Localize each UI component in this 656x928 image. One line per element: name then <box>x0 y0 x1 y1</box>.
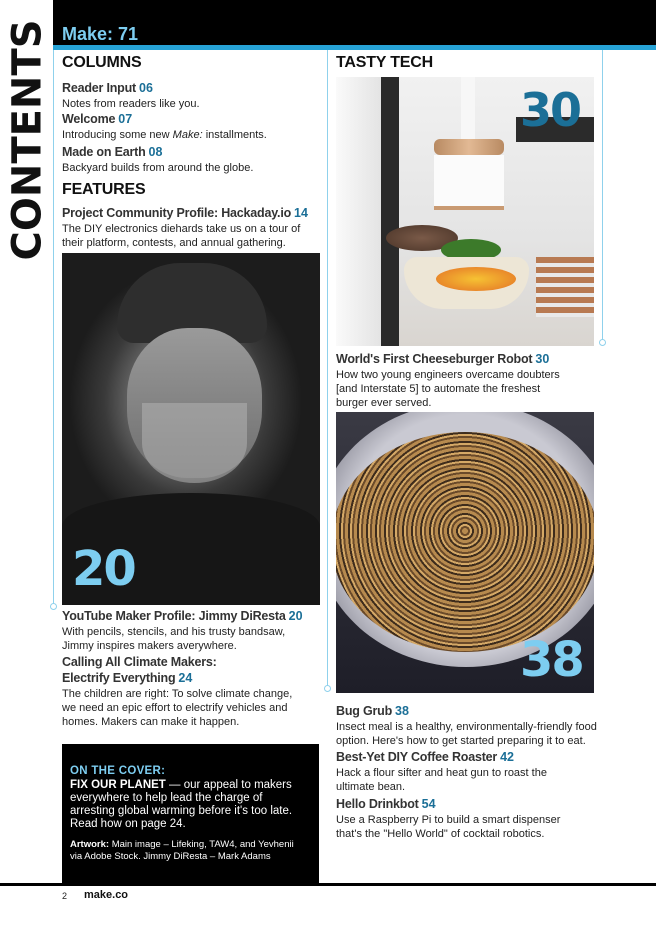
toc-entry-bug-grub[interactable] <box>336 702 597 748</box>
entry-description: With pencils, stencils, and his trusty bandsaw, <box>62 626 286 638</box>
toc-entry-coffee-roaster[interactable] <box>336 748 547 794</box>
cheese-topping <box>436 267 516 291</box>
entry-description: [and Interstate 5] to automate the freshest <box>336 383 541 395</box>
connector-dot <box>324 685 331 692</box>
cover-body: FIX OUR PLANET — our appeal to makers everywhere to help lead the charge of arresting global warming before it's too late. Read how on page 24. <box>70 779 293 830</box>
artwork-credit: Artwork: Main image – Lifeking, TAW4, and Yevhenii via Adobe Stock. Jimmy DiResta – Mark Adams <box>70 839 294 862</box>
copper-grill <box>536 257 594 317</box>
issue-label: Make: 71 <box>62 24 139 44</box>
features-heading: FEATURES <box>62 181 146 198</box>
toc-entry-electrify-everything[interactable] <box>62 655 292 729</box>
on-the-cover-box <box>62 744 319 884</box>
entry-description: The children are right: To solve climate change, <box>62 688 293 700</box>
columns-heading: COLUMNS <box>62 54 142 71</box>
machine-side-panel <box>336 77 384 346</box>
entry-title: Reader Input <box>62 81 136 95</box>
toc-entry-welcome[interactable] <box>62 110 267 142</box>
header-accent-rule <box>53 45 656 50</box>
entry-title: YouTube Maker Profile: Jimmy DiResta <box>62 609 286 623</box>
photo-page-number: 30 <box>520 83 581 137</box>
entry-page-number: 20 <box>288 609 303 623</box>
toc-entry-jimmy-diresta[interactable] <box>62 607 303 653</box>
copper-cap <box>434 139 504 155</box>
photo-page-number: 38 <box>520 632 583 688</box>
footer-rule <box>0 883 656 886</box>
entry-page-number: 42 <box>500 750 514 764</box>
machine-rod <box>461 77 475 139</box>
entry-title: Made on Earth <box>62 145 146 159</box>
entry-title: World's First Cheeseburger Robot <box>336 352 533 366</box>
contents-vertical-title <box>4 19 51 261</box>
entry-description: ultimate bean. <box>336 781 406 793</box>
right-connector-line <box>602 50 603 340</box>
entry-description: Use a Raspberry Pi to build a smart dispenser <box>336 814 561 826</box>
entry-page-number: 06 <box>139 81 153 95</box>
toc-entry-cheeseburger-robot[interactable] <box>336 350 560 410</box>
portrait-photo-jimmy-diresta <box>62 253 320 605</box>
toc-entry-made-on-earth[interactable] <box>62 143 253 175</box>
entry-page-number: 30 <box>535 352 550 366</box>
entry-title: Electrify Everything <box>62 671 176 685</box>
entry-page-number: 24 <box>178 671 193 685</box>
toc-entry-hello-drinkbot[interactable] <box>336 795 560 841</box>
entry-description: their platform, contests, and annual gathering. <box>62 237 286 249</box>
left-connector-line <box>53 50 54 604</box>
entry-title: Bug Grub <box>336 704 393 718</box>
connector-dot <box>50 603 57 610</box>
entry-page-number: 54 <box>421 797 436 811</box>
entry-page-number: 07 <box>118 112 133 126</box>
connector-dot <box>599 339 606 346</box>
tasty-tech-heading: TASTY TECH <box>336 54 433 71</box>
entry-title: Project Community Profile: Hackaday.io <box>62 206 292 220</box>
entry-title: Hello Drinkbot <box>336 797 419 811</box>
entry-description: Insect meal is a healthy, environmentally-friendly food <box>336 721 597 733</box>
entry-description: How two young engineers overcame doubters <box>336 369 560 381</box>
cover-kicker: ON THE COVER: <box>70 765 166 777</box>
footer-page-number: 2 <box>62 891 68 901</box>
entry-title: Best-Yet DIY Coffee Roaster <box>336 750 498 764</box>
cover-headline: FIX OUR PLANET <box>70 779 166 791</box>
entry-title: Calling All Climate Makers: <box>62 655 217 669</box>
entry-description: that's the "Hello World" of cocktail robotics. <box>336 828 545 840</box>
white-cylinder <box>434 155 504 210</box>
photo-page-number: 20 <box>72 541 135 597</box>
center-connector-line <box>327 50 328 686</box>
entry-title: Welcome <box>62 112 116 126</box>
entry-description: Notes from readers like you. <box>62 98 200 110</box>
beard-shape <box>142 403 247 483</box>
machine-dark-frame <box>381 77 399 346</box>
entry-description: homes. Makers can make it happen. <box>62 716 240 728</box>
entry-description: Introducing some new Make: installments. <box>62 129 267 141</box>
photo-mealworms-pot <box>336 412 594 693</box>
entry-page-number: 38 <box>395 704 409 718</box>
entry-description: The DIY electronics diehards take us on a tour of <box>62 223 301 235</box>
toc-entry-reader-input[interactable] <box>62 79 200 111</box>
mealworms <box>336 432 594 652</box>
entry-description: burger ever served. <box>336 397 432 409</box>
entry-description: Jimmy inspires makers averywhere. <box>62 640 237 652</box>
contents-title-text: CONTENTS <box>4 19 51 261</box>
header-bar <box>53 0 656 45</box>
footer-site-link[interactable]: make.co <box>84 889 129 901</box>
entry-description: we need an epic effort to electrify vehicles and <box>62 702 288 714</box>
entry-description: Backyard builds from around the globe. <box>62 162 254 174</box>
entry-page-number: 08 <box>148 145 163 159</box>
entry-description: option. Here's how to get started preparing it to eat. <box>336 735 586 747</box>
entry-description: Hack a flour sifter and heat gun to roast the <box>336 767 547 779</box>
entry-page-number: 14 <box>294 206 308 220</box>
toc-entry-hackaday[interactable] <box>62 204 308 250</box>
photo-cheeseburger-robot <box>336 77 594 346</box>
